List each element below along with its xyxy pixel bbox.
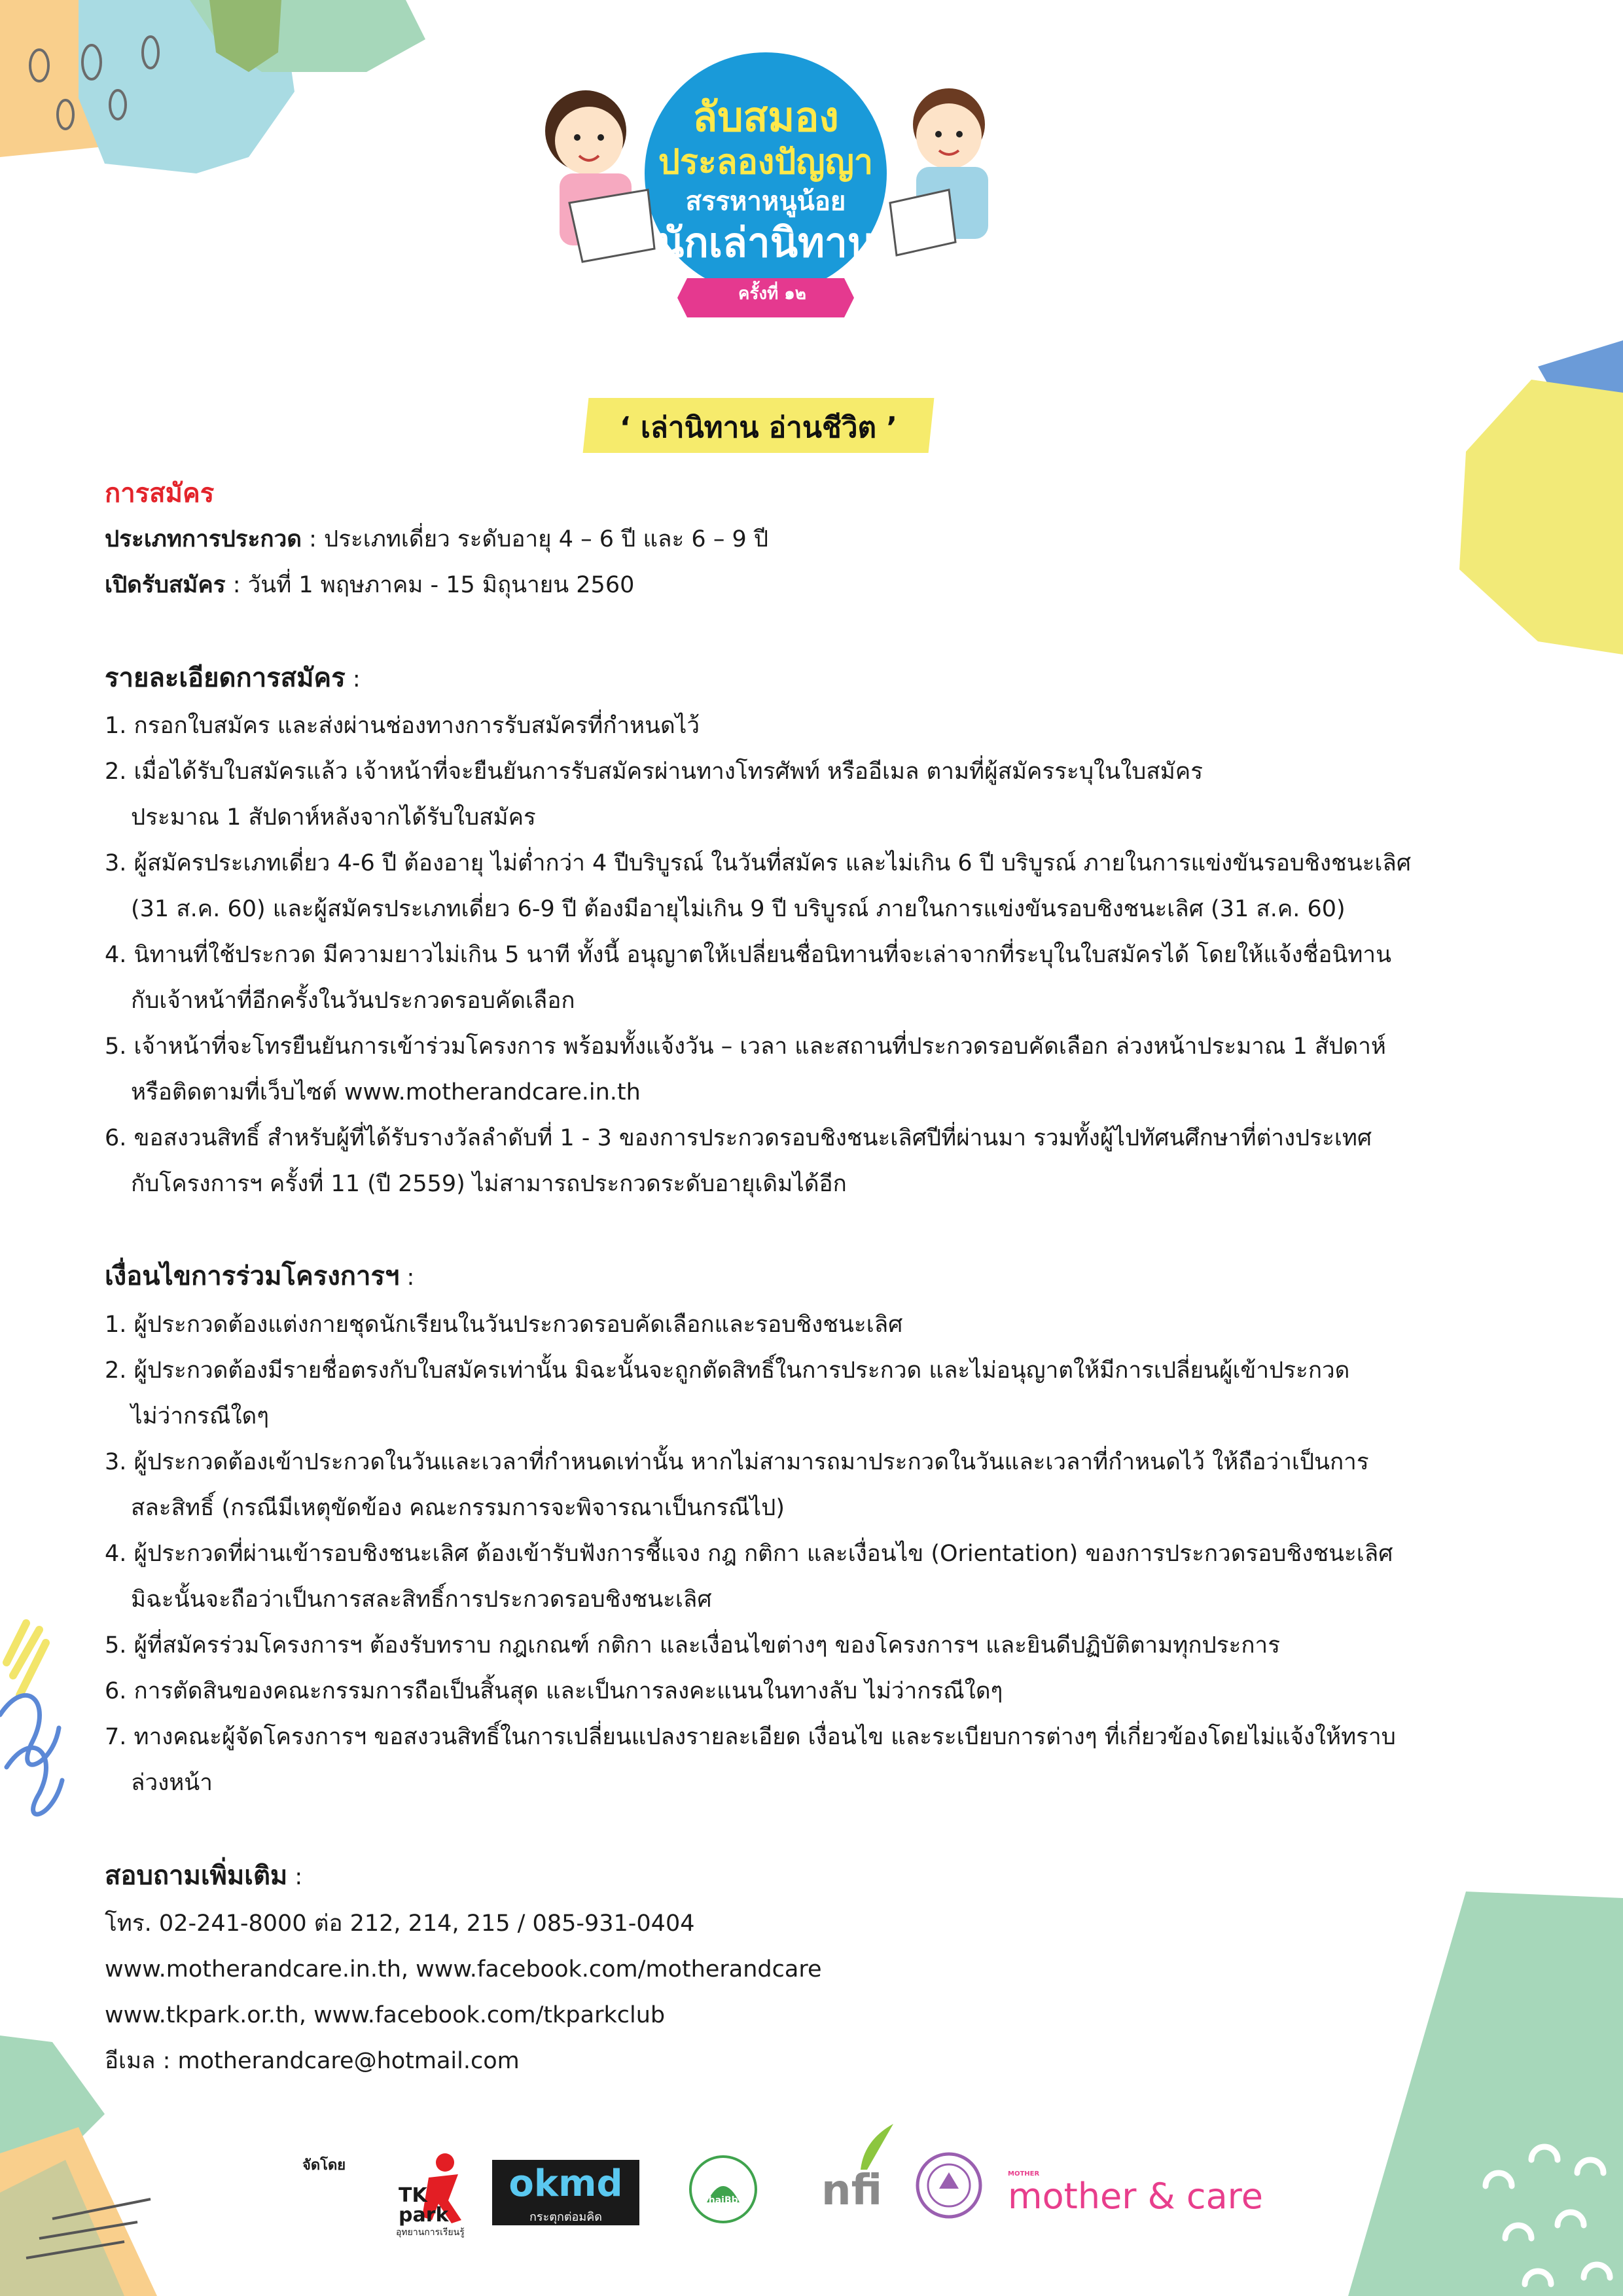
- logo-title-line-2: ประลองปัญญา: [658, 143, 874, 182]
- conditions-line: 3. ผู้ประกวดต้องเข้าประกวดในวันและเวลาที่กำหนดเท่านั้น หากไม่สามารถมาประกวดในวันและเวลาที่กำหนดไว้ ให้ถือว่าเป็นการ: [105, 1449, 1369, 1475]
- details-line: 6. ขอสงวนสิทธิ์ สำหรับผู้ที่ได้รับรางวัลลำดับที่ 1 - 3 ของการประกวดรอบชิงชนะเลิศปีที่ผ่านมา รวมทั้งผู้ไปทัศนศึกษาที่ต่างประเทศ: [105, 1125, 1372, 1151]
- details-line: 3. ผู้สมัครประเภทเดี่ยว 4-6 ปี ต้องอายุ ไม่ต่ำกว่า 4 ปีบริบูรณ์ ในวันที่สมัคร และไม่เกิน 6 ปี บริบูรณ์ ภายในการแข่งขันรอบชิงชนะเลิศ: [105, 850, 1412, 876]
- contact-websites-tkpark[interactable]: www.tkpark.or.th, www.facebook.com/tkparkclub: [105, 2002, 666, 2028]
- details-heading-line: [105, 662, 361, 695]
- details-heading-suffix: :: [345, 666, 361, 692]
- registration-heading: การสมัคร: [105, 478, 215, 509]
- contest-type-line: [105, 524, 768, 555]
- mothercare-logo: [1008, 2170, 1263, 2217]
- okmd-logo: [492, 2160, 639, 2225]
- okmd-logo-sub: กระตุกต่อมคิด: [529, 2210, 602, 2224]
- details-line: (31 ส.ค. 60) และผู้สมัครประเภทเดี่ยว 6-9 ปี ต้องมีอายุไม่เกิน 9 ปี บริบูรณ์ ภายในการแข่งขันรอบชิงชนะเลิศ (31 ส.ค. 60): [131, 896, 1346, 922]
- conditions-line: ล่วงหน้า: [131, 1770, 213, 1796]
- nfi-logo-name: nfi: [821, 2166, 882, 2215]
- conditions-line: 6. การตัดสินของคณะกรรมการถือเป็นสิ้นสุด และเป็นการลงคะแนนในทางลับ ไม่ว่ากรณีใดๆ: [105, 1678, 1003, 1704]
- contact-heading: สอบถามเพิ่มเติม: [105, 1861, 288, 1891]
- conditions-line: 5. ผู้ที่สมัครร่วมโครงการฯ ต้องรับทราบ กฎเกณฑ์ กติกา และเงื่อนไขต่างๆ ของโครงการฯ และยินดีปฏิบัติตามทุกประการ: [105, 1632, 1280, 1659]
- details-line: 4. นิทานที่ใช้ประกวด มีความยาวไม่เกิน 5 นาที ทั้งนี้ อนุญาตให้เปลี่ยนชื่อนิทานที่จะเล่าจากที่ระบุในใบสมัครได้ โดยให้แจ้งชื่อนิทาน: [105, 942, 1391, 968]
- contact-heading-line: [105, 1860, 302, 1893]
- contest-type-label: ประเภทการประกวด: [105, 526, 302, 552]
- conditions-line: 2. ผู้ประกวดต้องมีรายชื่อตรงกับใบสมัครเท่านั้น มิฉะนั้นจะถูกตัดสิทธิ์ในการประกวด และไม่อนุญาตให้มีการเปลี่ยนผู้เข้าประกวด: [105, 1357, 1350, 1384]
- details-line: 5. เจ้าหน้าที่จะโทรยืนยันการเข้าร่วมโครงการ พร้อมทั้งแจ้งวัน – เวลา และสถานที่ประกวดรอบคัดเลือก ล่วงหน้าประมาณ 1 สัปดาห์: [105, 1033, 1386, 1060]
- conditions-line: 1. ผู้ประกวดต้องแต่งกายชุดนักเรียนในวันประกวดรอบคัดเลือกและรอบชิงชนะเลิศ: [105, 1312, 903, 1338]
- details-line: ประมาณ 1 สัปดาห์หลังจากได้รับใบสมัคร: [131, 804, 536, 831]
- nfi-logo: [815, 2121, 906, 2225]
- contact-phone: โทร. 02-241-8000 ต่อ 212, 214, 215 / 085-931-0404: [105, 1910, 695, 1937]
- mothercare-mark: MOTHER: [1008, 2170, 1040, 2178]
- details-line: หรือติดตามที่เว็บไซต์ www.motherandcare.in.th: [131, 1079, 641, 1105]
- thaibby-logo-name: ThaiBby: [702, 2195, 744, 2206]
- tkpark-logo: [396, 2148, 481, 2238]
- details-line: กับโครงการฯ ครั้งที่ 11 (ปี 2559) ไม่สามารถประกวดระดับอายุเดิมได้อีก: [131, 1171, 847, 1197]
- boy-illustration: [890, 88, 988, 255]
- registration-open-label: เปิดรับสมัคร: [105, 572, 226, 598]
- logo-title-line-4: นักเล่านิทาน: [656, 219, 876, 266]
- conditions-line: มิฉะนั้นจะถือว่าเป็นการสละสิทธิ์การประกวดรอบชิงชนะเลิศ: [131, 1587, 712, 1613]
- conditions-line: 4. ผู้ประกวดที่ผ่านเข้ารอบชิงชนะเลิศ ต้องเข้ารับฟังการชี้แจง กฎ กติกา และเงื่อนไข (Orientation) ของการประกวดรอบชิงชนะเลิศ: [105, 1541, 1393, 1567]
- contact-websites-mothercare[interactable]: www.motherandcare.in.th, www.facebook.com/motherandcare: [105, 1956, 822, 1982]
- logo-title-line-3: สรรหาหนูน้อย: [685, 187, 846, 217]
- conditions-line: 7. ทางคณะผู้จัดโครงการฯ ขอสงวนสิทธิ์ในการเปลี่ยนแปลงรายละเอียด เงื่อนไข และระเบียบการต่างๆ ที่เกี่ยวข้องโดยไม่แจ้งให้ทราบ: [105, 1724, 1396, 1750]
- organized-by-label: จัดโดย: [302, 2157, 346, 2174]
- okmd-logo-name: okmd: [508, 2162, 623, 2205]
- logo-edition-label: ครั้งที่ ๑๒: [738, 284, 806, 304]
- thaibby-logo: [687, 2153, 759, 2225]
- contest-type-value: : ประเภทเดี่ยว ระดับอายุ 4 – 6 ปี และ 6 – 9 ปี: [301, 526, 769, 552]
- conditions-heading: เงื่อนไขการร่วมโครงการฯ: [105, 1261, 400, 1291]
- registration-open-line: [105, 569, 634, 601]
- ministry-of-industry-seal: [913, 2149, 985, 2228]
- contact-heading-suffix: :: [287, 1864, 303, 1890]
- conditions-heading-suffix: :: [399, 1265, 415, 1291]
- conditions-heading-line: [105, 1261, 414, 1293]
- details-line: กับเจ้าหน้าที่อีกครั้งในวันประกวดรอบคัดเลือก: [131, 988, 575, 1014]
- details-heading: รายละเอียดการสมัคร: [105, 663, 346, 693]
- tkpark-logo-name: TK park: [399, 2184, 449, 2227]
- tkpark-logo-sub: อุทยานการเรียนรู้: [396, 2227, 465, 2238]
- conditions-line: สละสิทธิ์ (กรณีมีเหตุขัดข้อง คณะกรรมการจะพิจารณาเป็นกรณีไป): [131, 1495, 785, 1521]
- registration-open-value: : วันที่ 1 พฤษภาคม - 15 มิถุนายน 2560: [225, 572, 635, 598]
- theme-title: ‘ เล่านิทาน อ่านชีวิต ’: [619, 411, 898, 444]
- girl-illustration: [545, 90, 654, 262]
- contest-logo: [524, 39, 995, 380]
- conditions-line: ไม่ว่ากรณีใดๆ: [131, 1403, 270, 1429]
- details-line: 2. เมื่อได้รับใบสมัครแล้ว เจ้าหน้าที่จะยืนยันการรับสมัครผ่านทางโทรศัพท์ หรืออีเมล ตามที่ผู้สมัครระบุในใบสมัคร: [105, 759, 1204, 785]
- details-line: 1. กรอกใบสมัคร และส่งผ่านช่องทางการรับสมัครที่กำหนดไว้: [105, 713, 700, 739]
- contact-email[interactable]: อีเมล : motherandcare@hotmail.com: [105, 2048, 520, 2074]
- logo-title-line-1: ลับสมอง: [692, 93, 839, 141]
- mothercare-logo-name: mother & care: [1008, 2176, 1263, 2217]
